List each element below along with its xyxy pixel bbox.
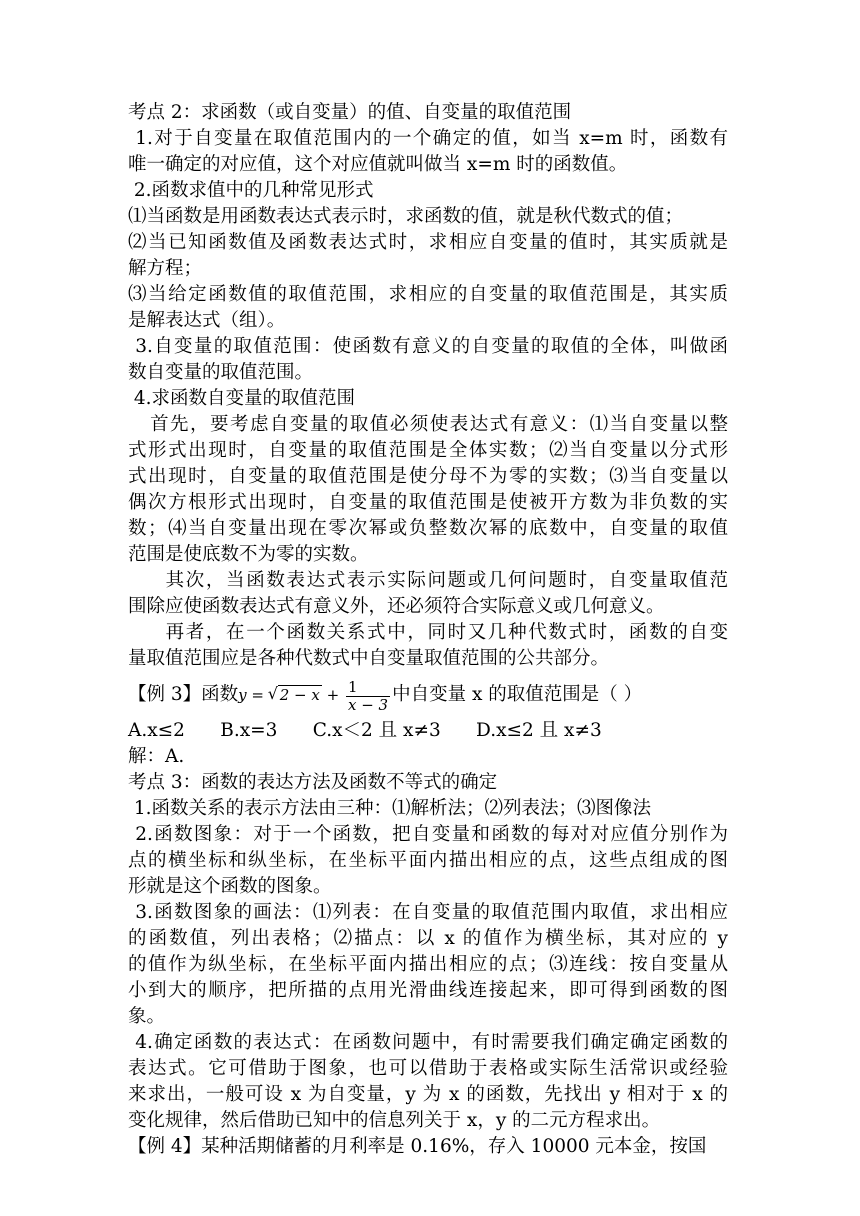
text-line: 形就是这个函数的图象。 [128, 876, 332, 897]
formula-eq: = [246, 686, 269, 704]
example-3-suffix: 中自变量 x 的取值范围是（ ） [392, 684, 643, 705]
text-line: 范围是使底数不为零的实数。 [128, 544, 369, 565]
text-line: 再者，在一个函数关系式中，同时又几种代数式时，函数的自变 [128, 622, 728, 643]
formula-fraction [346, 679, 390, 714]
text-line: ⑴当函数是用函数表达式表示时，求函数的值，就是秋代数式的值； [128, 206, 684, 227]
section-2-text [128, 100, 728, 672]
text-line: 首先，要考虑自变量的取值必须使表达式有意义：⑴当自变量以整 [128, 414, 728, 435]
text-line: 数；⑷当自变量出现在零次幂或负整数次幂的底数中，自变量的取值 [128, 518, 728, 539]
example-3-answer: 解：A. [128, 746, 185, 767]
formula [238, 677, 392, 714]
text-line: 变化规律，然后借助已知中的信息列关于 x，y 的二元方程求出。 [128, 1110, 661, 1131]
text-line: 2.函数求值中的几种常见形式 [128, 180, 374, 201]
text-line: 的值作为纵坐标，在坐标平面内描出相应的点；⑶连线：按自变量从 [128, 954, 728, 975]
section-3-text [128, 770, 728, 1160]
example-3-prefix: 【例 3】函数 [128, 684, 239, 705]
text-line: 考点 2：求函数（或自变量）的值、自变量的取值范围 [128, 102, 572, 123]
sqrt-symbol [269, 672, 322, 718]
text-line: 点的横坐标和纵坐标，在坐标平面内描出相应的点，这些点组成的图 [128, 850, 728, 871]
fraction-numerator: 1 [347, 677, 358, 696]
fraction-denominator: x − 3 [347, 695, 389, 714]
formula-y: y [238, 686, 247, 704]
text-line: 唯一确定的对应值，这个对应值就叫做当 x=m 时的函数值。 [128, 154, 628, 175]
text-line: 4.求函数自变量的取值范围 [128, 388, 356, 409]
text-line: 围除应使函数表达式有意义外，还必须符合实际意义或几何意义。 [128, 596, 665, 617]
text-line: ⑵当已知函数值及函数表达式时，求相应自变量的值时，其实质就是 [128, 232, 728, 253]
text-line: 来求出，一般可设 x 为自变量，y 为 x 的函数，先找出 y 相对于 x 的 [128, 1084, 728, 1105]
text-line: 考点 3：函数的表达方法及函数不等式的确定 [128, 772, 498, 793]
example-3-options: A.x≤2 B.x=3 C.x＜2 且 x≠3 D.x≤2 且 x≠3 [128, 720, 602, 741]
text-line: 小到大的顺序，把所描的点用光滑曲线连接起来，即可得到函数的图 [128, 980, 728, 1001]
text-line: 偶次方根形式出现时，自变量的取值范围是使被开方数为非负数的实 [128, 492, 728, 513]
text-line: 其次，当函数表达式表示实际问题或几何问题时，自变量取值范 [128, 570, 728, 591]
text-line: 量取值范围应是各种代数式中自变量取值范围的公共部分。 [128, 648, 610, 669]
text-line: 是解表达式（组）。 [128, 310, 286, 331]
formula-radicand: 2 − x [279, 686, 320, 704]
text-line: 2.函数图象：对于一个函数，把自变量和函数的每对对应值分别作为 [128, 824, 728, 845]
text-line: 4.确定函数的表达式：在函数问题中，有时需要我们确定确定函数的 [128, 1032, 728, 1053]
document-body [128, 100, 728, 1160]
text-line: 表达式。它可借助于图象，也可以借助于表格或实际生活常识或经验 [128, 1058, 728, 1079]
formula-plus: + [321, 686, 344, 704]
text-line: ⑶当给定函数值的取值范围，求相应的自变量的取值范围是，其实质 [128, 284, 728, 305]
text-line: 【例 4】某种活期储蓄的月利率是 0.16%，存入 10000 元本金，按国 [128, 1136, 707, 1157]
text-line: 1.函数关系的表示方法由三种：⑴解析法；⑵列表法；⑶图像法 [128, 798, 652, 819]
text-line: 数自变量的取值范围。 [128, 362, 314, 383]
text-line: 1.对于自变量在取值范围内的一个确定的值，如当 x=m 时，函数有 [128, 128, 728, 149]
text-line: 3.函数图象的画法：⑴列表：在自变量的取值范围内取值，求出相应 [128, 902, 728, 923]
text-line: 的函数值，列出表格；⑵描点：以 x 的值作为横坐标，其对应的 y [128, 928, 728, 949]
text-line: 式形式出现时，自变量的取值范围是全体实数；⑵当自变量以分式形 [128, 440, 728, 461]
text-line: 象。 [128, 1006, 166, 1027]
example-3-question [128, 672, 728, 718]
text-line: 式出现时，自变量的取值范围是使分母不为零的实数；⑶当自变量以 [128, 466, 728, 487]
text-line: 解方程； [128, 258, 203, 279]
text-line: 3.自变量的取值范围：使函数有意义的自变量的取值的全体，叫做函 [128, 336, 728, 357]
